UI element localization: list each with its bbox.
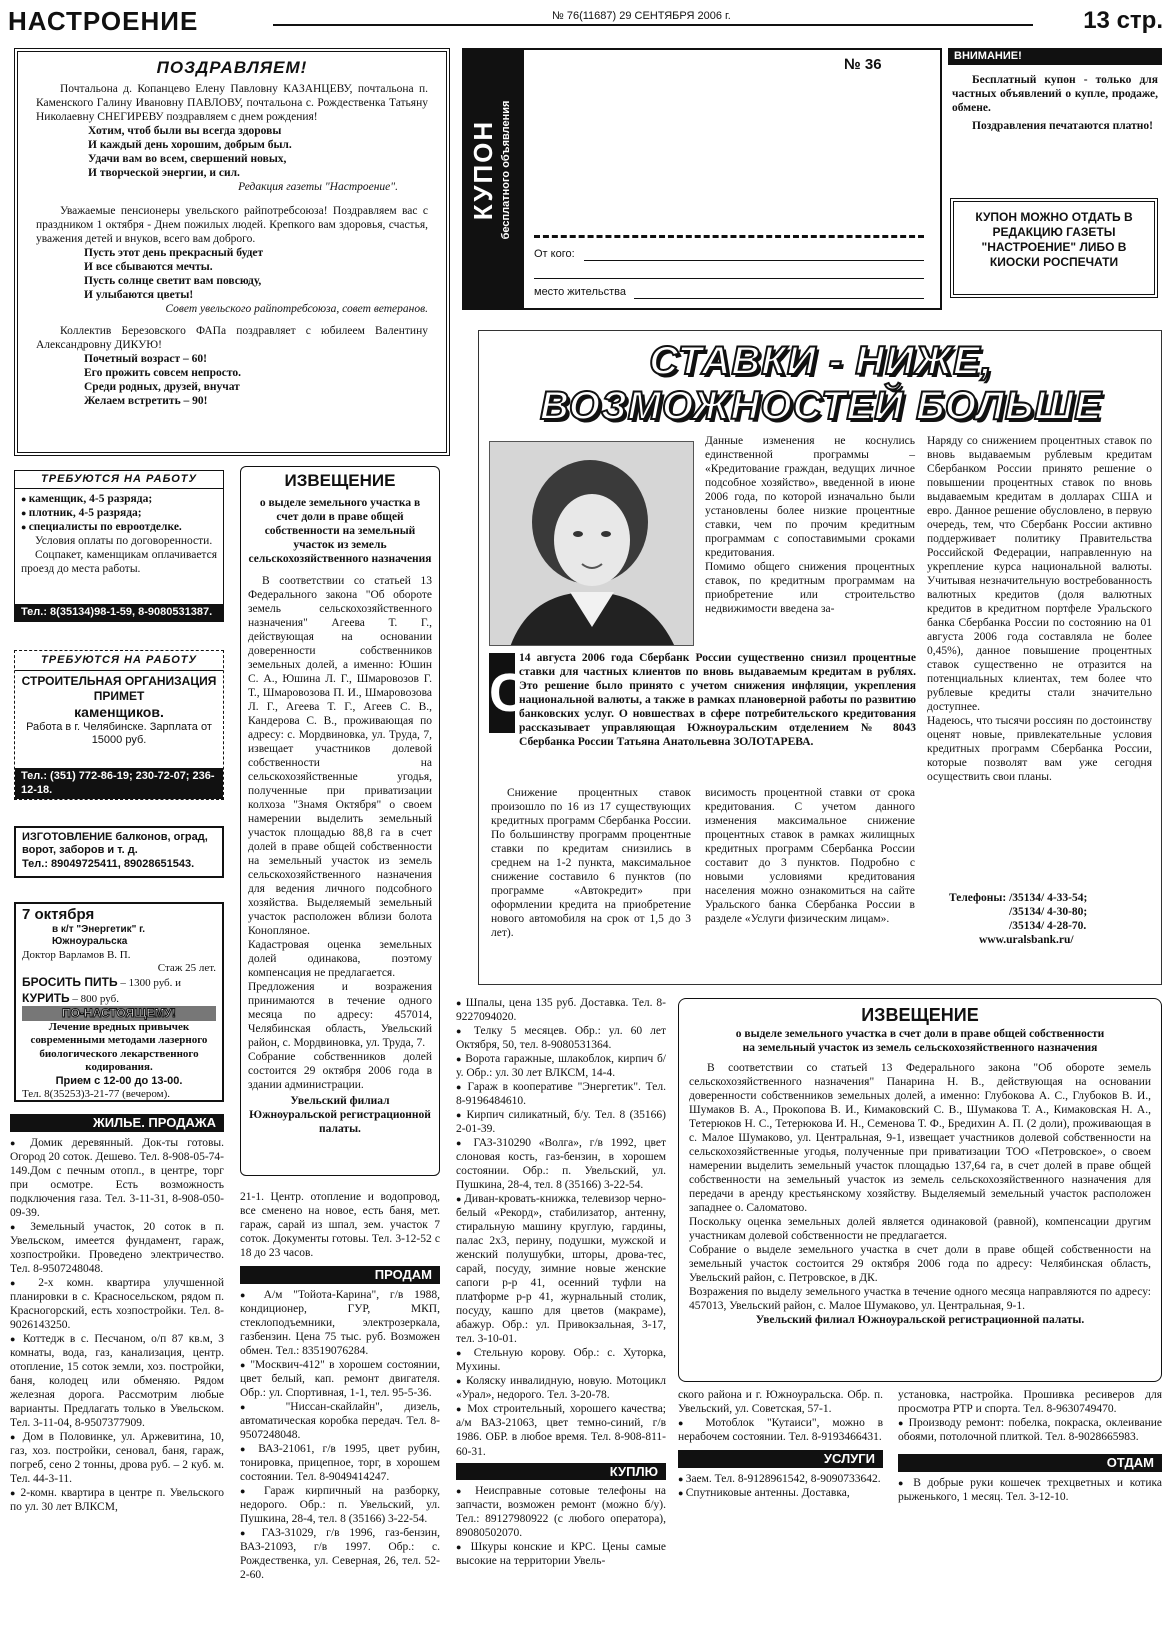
misc-sell-column — [456, 996, 666, 1636]
ad-item: ● Домик деревянный. Док-ты готовы. Огород 20 соток. Дешево. Тел. 8-908-05-74-149.Дом с печным отопл., в центре, торг при осмотре. Есть возможность подключения газа. Тел. 3-11-31, 8-908-050-09-39. — [10, 1136, 224, 1220]
ad-item: ● Дом в Половинке, ул. Аржевитина, 10, газ, хоз. постройки, сеновал, баня, гараж, погреб, сено 2 тонны, дрова руб. – 2 куб. м. Тел. 44-3-11. — [10, 1430, 224, 1486]
section-title: НАСТРОЕНИЕ — [8, 6, 199, 36]
ad-item: ● 2-комн. квартира в центре п. Увельского по ул. 30 лет ВЛКСМ, — [10, 1486, 224, 1514]
give-away-column — [898, 1388, 1162, 1636]
ad-item: ● Кирпич силикатный, б/у. Тел. 8 (35166) 2-01-39. — [456, 1108, 666, 1136]
coupon-number: № 36 — [844, 56, 882, 73]
congrats-signature: Редакция газеты "Настроение". — [238, 180, 398, 193]
ad-item: ● "Москвич-412" в хорошем состоянии, цвет белый, кап. ремонт двигателя. Обр.: ул. Спортивная, 1-1, тел. 95-5-36. — [240, 1358, 440, 1400]
land-notice-2 — [678, 998, 1162, 1382]
ad-item: ● Коляску инвалидную, новую. Мотоцикл «Урал», недорого. Тел. 3-20-78. — [456, 1374, 666, 1402]
ad-item: ● Ворота гаражные, шлакоблок, кирпич б/у. Обр.: ул. 30 лет ВЛКСМ, 14-4. — [456, 1052, 666, 1080]
sell-title: ПРОДАМ — [240, 1266, 440, 1284]
organization: СТРОИТЕЛЬНАЯ ОРГАНИЗАЦИЯ — [21, 674, 217, 689]
jobs2-text: Работа в г. Челябинске. Зарплата от 15000 руб. — [26, 720, 212, 747]
ad-item: ● ГАЗ-310290 «Волга», г/в 1992, цвет слоновая кость, газ-бензин, в хорошем состоянии. Обр.: п. Увельский, ул. Пушкина, 28-4, тел. 8 (35166) 3-22-54. — [456, 1136, 666, 1192]
notice-title: ИЗВЕЩЕНИЕ — [861, 1005, 979, 1025]
congratulations-box — [14, 48, 450, 456]
coupon-side-label — [464, 50, 524, 308]
article-lead: 14 августа 2006 года Сбербанк России существенно снизил процентные ставки для частных клиентов по вновь выдаваемым кредитам в рублях. Это решение было принято с учетом снижения инфляции, укрепления национальной валюты, а также в рамках плановерной работы по развитию банковских услуг. О новшествах в сфере потребительского кредитования рассказывает управляющая Южноуральским отделением № 8043 Сбербанка России Татьяна Анатольевна ЗОЛОТАРЕВА. — [519, 652, 916, 749]
attention-text: Поздравления печатаются платно! — [972, 120, 1153, 133]
services-column — [678, 1388, 883, 1636]
service-smoke: КУРИТЬ — [22, 990, 70, 1005]
masthead — [8, 4, 1163, 42]
ad-item: ● Производу ремонт: побелка, покраска, оклеивание обоями, потолочной плиткой. Тел. 8-9028665983. — [898, 1416, 1162, 1444]
bank-article — [478, 330, 1162, 985]
article-contacts: Телефоны: /35134/ 4-33-54; /35134/ 4-30-80; /35134/ 4-28-70. www.uralsbank.ru/ — [949, 892, 1088, 947]
ad-item: ● Диван-кровать-книжка, телевизор черно-белый «Рекорд», стабилизатор, антенну, стиральную машину круглую, гардины, палас 2х3, перину, подушки, мужской и женский полушубки, шторы, дрова-тес, сарай, посуду, зимние новые женские сапоги р-р 41, осенний туфли на платформе р-р 41, журнальный столик, посуду, кашпо для цветов (макраме), абажур. Обр.: ул. Привокзальная, 3-17, тел. 3-10-01. — [456, 1192, 666, 1346]
from-label: От кого: — [534, 248, 575, 260]
article-column-2: Данные изменения не коснулись единственной программы – «Кредитование граждан, ведущих личное подсобное хозяйство», введенной в июне 2006 года, по которой изначально были установлены более низкие процентные ставки, чем по прочим кредитным программам с сопоставимыми сроками кредитования. Помимо общего снижения процентных ставок, по кредитным программам на приобретение или строительство недвижимости введена за- — [705, 435, 915, 616]
jobs-title: ТРЕБУЮТСЯ НА РАБОТУ — [15, 471, 223, 489]
issue-info: № 76(11687) 29 СЕНТЯБРЯ 2006 г. — [546, 10, 737, 23]
coupon-form — [462, 48, 942, 310]
slogan: ПО-НАСТОЯЩЕМУ! — [22, 1006, 216, 1021]
coupon-dropoff-box: КУПОН МОЖНО ОТДАТЬ В РЕДАКЦИЮ ГАЗЕТЫ "НАСТРОЕНИЕ" ЛИБО В КИОСКИ РОСПЕЧАТИ — [950, 198, 1158, 298]
headline-line-2: ВОЗМОЖНОСТЕЙ БОЛЬШЕ — [539, 383, 1103, 428]
doctor-ad: 7 октября в к/т "Энергетик" г. Южноуральска Доктор Варламов В. П. Стаж 25 лет. БРОСИТЬ ПИТЬ – 1300 руб. и КУРИТЬ – 800 руб. ПО-НАСТОЯЩЕМУ! Лечение вредных привычек современными методами лазерного биологического лекарственного кодирования. Прием с 12-00 до 13-00. Тел. 8(35253)3-21-77 (вечером). — [14, 902, 224, 1102]
notice-title: ИЗВЕЩЕНИЕ — [284, 471, 396, 490]
notice-subtitle: о выделе земельного участка в счет доли в праве общей собственности на земельный участок из земель сельскохозяйственного назначения — [735, 1027, 1105, 1054]
attention-text: Бесплатный купон - только для частных объявлений о купле, продаже, обмене. — [952, 74, 1158, 115]
article-headline — [479, 337, 1163, 431]
sell-column — [240, 1190, 440, 1636]
ad-item: ● 2-х комн. квартира улучшенной планировки в с. Красносельском, рядом п. Красногорский, есть хозпостройки. Тел. 8-9026143250. — [10, 1276, 224, 1332]
congrats-text: Уважаемые пенсионеры увельского райпотребсоюза! Поздравляем вас с праздником 1 октября - Днем пожилых людей. Крепкого вам здоровья, счастья, уважения детей и внуков, всего вам доброго. — [36, 204, 428, 245]
doctor-phone: Тел. 8(35253)3-21-77 (вечером). — [22, 1087, 171, 1100]
congrats-poem: Хотим, чтоб были вы всегда здоровы И каждый день хорошим, добрым был. Удачи вам во всем, свершений новых, И творческой энергии, и сил. — [88, 124, 292, 179]
event-date: 7 октября — [22, 906, 95, 923]
balcony-ad — [14, 826, 224, 878]
congrats-poem: Почетный возраст – 60! Его прожить совсем непросто. Среди родных, друзей, внучат Желаем встретить – 90! — [84, 353, 241, 408]
balcony-phone: Тел.: 89049725411, 89028651543. — [22, 857, 195, 870]
ad-item: ● ВАЗ-21061, г/в 1995, цвет рубин, тонировка, прицепное, торг, в хорошем состоянии. Тел. 8-9049414247. — [240, 1442, 440, 1484]
service-drink: БРОСИТЬ ПИТЬ — [22, 975, 118, 990]
jobs-text: Соцпакет, каменщикам оплачивается проезд до места работы. — [21, 549, 217, 576]
doctor-experience: Стаж 25 лет. — [157, 962, 216, 975]
ad-item: ● Шкуры конские и КРС. Цены самые высокие на территории Увель- — [456, 1540, 666, 1568]
housing-title: ЖИЛЬЕ. ПРОДАЖА — [10, 1114, 224, 1132]
ad-item: ● Гараж кирпичный на разборку, недорого. Обр.: п. Увельский, ул. Пушкина, 28-4, тел. 8 (35166) 3-22-54. — [240, 1484, 440, 1526]
address-label: место жительства — [534, 286, 626, 298]
services-title: УСЛУГИ — [678, 1450, 883, 1468]
manager-photo — [489, 441, 694, 646]
attention-box — [948, 48, 1162, 310]
ad-item: ● "Ниссан-скайлайн", дизель, автоматическая коробка передач. Тел. 8-9507248048. — [240, 1400, 440, 1442]
jobs-ad — [14, 470, 224, 622]
jobs-phone: Тел.: 8(35134)98-1-59, 8-9080531387. — [15, 604, 223, 621]
land-notice-1 — [240, 466, 440, 1176]
event-place: в к/т "Энергетик" г. Южноуральска — [52, 924, 146, 948]
congrats-poem: Пусть этот день прекрасный будет И все сбываются мечты. Пусть солнце светит вам повсюду, И улыбаются цветы! — [84, 246, 264, 301]
ad-item: ● Коттедж в с. Песчаном, о/п 87 кв.м, 3 комнаты, вода, газ, канализация, центр. отопление, 15 соток земли, хоз. постройки, баня, колодец или обменяю. Рядом железная дорога. Рассмотрим любые варианты. Предлагать только в Увельском. Тел. 3-11-04, 8-9507377909. — [10, 1332, 224, 1430]
coupon-title: КУПОН — [468, 119, 498, 221]
ad-item: ● Мох строительный, хорошего качества; а/м ВАЗ-21063, цвет темно-синий, г/в 1986. ОБР. в любое время. Тел. 8-908-811-60-31. — [456, 1402, 666, 1458]
hire-label: ПРИМЕТ — [93, 689, 145, 704]
ad-item: ● В добрые руки кошечек трехцветных и котика рыженького, 1 месяц. Тел. 3-12-10. — [898, 1476, 1162, 1504]
ad-continuation: установка, настройка. Прошивка ресиверов для просмотра РТР и спорта. Тел. 8-9630749470. — [898, 1389, 1162, 1416]
housing-sale-column — [10, 1114, 224, 1636]
congrats-text: Почтальона д. Копанцево Елену Павловну КАЗАНЦЕВУ, почтальона п. Каменского Галину Ивановну ПАВЛОВУ, почтальона с. Рождественка Татьяну Николаевну СНЕГИРЕВУ поздравляем с днем рождения! — [36, 82, 428, 123]
headline-line-1: СТАВКИ - НИЖЕ, — [649, 339, 993, 383]
attention-title: ВНИМАНИЕ! — [948, 48, 1162, 65]
drop-cap: С — [489, 653, 515, 733]
notice-body: В соответствии со статьей 13 Федерального закона "Об обороте земель сельскохозяйственного назначения" Агеева Т. Г., действующая на основании доверенности собственников земельных долей, а именно: Юшин С. А., Юшина Л. Г., Шмаровозов Г. Т., Шмаровозова П. И., Шмаровозова Л. Г., Агеева Т. Г., Агеев С. В., Кандерова С. В., проживающая по адресу: с. Мордвиновка, ул. Труда, 7, извещает участников долевой собственности на сельскохозяйственные угодья, полученные при приватизации колхоза "Знамя Октября" о своем намерении выделить земельный участок площадью 88,8 га в счет долей в праве общей собственности на земельный участок из земель сельскохозяйственного назначения для ведения личного подсобного хозяйства. Выделяемый земельный участок расположен вблизи болота Конопляное. Кадастровая оценка земельных долей одинакова, поэтому компенсация не предлагается. Предложения и возражения принимаются в течение одного месяца по адресу: 457014, Челябинская область, Увельский район, с. Мордвиновка, ул. Труда, 7. Собрание собственников долей состоится 29 октября 2006 года в здании администрации. — [248, 574, 432, 1092]
jobs-text: Условия оплаты по договоренности. — [35, 535, 213, 548]
job-item: ● каменщик, 4-5 разряда; — [21, 492, 217, 506]
from-field[interactable] — [584, 260, 924, 261]
page-number: 13 стр. — [1083, 7, 1163, 34]
give-title: ОТДАМ — [898, 1454, 1162, 1472]
job-item: ● специалисты по евроотделке. — [21, 520, 217, 534]
ad-item: ● Спутниковые антенны. Доставка, — [678, 1486, 883, 1500]
ad-item: ● Стельную корову. Обр.: с. Хуторка, Мухины. — [456, 1346, 666, 1374]
ad-item: ● Мотоблок "Кутаиси", можно в нерабочем состоянии. Тел. 8-9193466431. — [678, 1416, 883, 1444]
ad-item: ● Заем. Тел. 8-9128961542, 8-9090733642. — [678, 1472, 883, 1486]
article-column-2b: висимость процентной ставки от срока кредитования. С учетом данного изменения максимальное снижение процентных ставок в рамках жилищных кредитных программ Сбербанка России составит до 3 пунктов. Подробно с новыми условиями кредитования населения можно ознакомиться на сайте Уральского банка Сбербанка России в разделе «Услуги физическим лицам». — [705, 787, 915, 926]
article-column-3: Наряду со снижением процентных ставок по вновь выдаваемым рублевым кредитам Сбербанком России принято решение о повышении процентных ставок по вновь выдаваемым кредитам в долларах США и евро. Данное решение обусловлено, в первую очередь, тем, что Сбербанк России активно поддерживает политику Правительства Российской Федерации, направленную на укрепление курса национальной валюты. Учитывая незначительную востребованность валютных кредитов (доля валютных кредитов в кредитном портфеле Уральского банка Сбербанка России по состоянию на 01 августа 2006 года составляла не более 0,45%), данное повышение процентных ставок существенно не отразится на потенциальных клиентах, тем более что рублевые кредиты стали значительно доступнее. Надеюсь, что тысячи россиян по достоинству оценят новые, привлекательные условия кредитных программ Сбербанка России, которые позволят вам уже сегодня осуществить свои планы. — [927, 435, 1152, 784]
ad-item: ● А/м "Тойота-Карина", г/в 1988, кондиционер, ГУР, МКП, стеклоподъемники, электрозеркала, газбензин. Цена 75 тыс. руб. Возможен обмен. Тел.: 83519076284. — [240, 1288, 440, 1358]
congrats-text: Коллектив Березовского ФАПа поздравляет с юбилеем Валентину Александровну ДИКУЮ! — [36, 324, 428, 351]
construction-jobs-ad — [14, 650, 224, 800]
notice-subtitle: о выделе земельного участка в счет доли в праве общей собственности на земельный участок из земель сельскохозяйственного назначения — [248, 496, 432, 565]
ad-item: ● Шпалы, цена 135 руб. Доставка. Тел. 8-9227094020. — [456, 996, 666, 1024]
jobs2-phone: Тел.: (351) 772-86-19; 230-72-07; 236-12-18. — [15, 768, 223, 799]
ad-item: ● Земельный участок, 20 соток в п. Увельском, имеется фундамент, гараж, хозпостройки. Проведено электричество. Тел. 8-9507248048. — [10, 1220, 224, 1276]
doctor-text: Лечение вредных привычек современными методами лазерного биологического лекарственного кодирования. — [30, 1020, 208, 1074]
notice-body: В соответствии со статьей 13 Федерального закона "Об обороте земель сельскохозяйственного назначения" Панарина Н. В., действующая на основании доверенности собственников земельных долей, а именно: Глубокова А. С., Глубоков В. И., Шумаков В. А., Прокопова В. И., Кимаковский С. В., Шумакова Т. А., Кимаковская Н. А., Тетерюков Н. С., Тетерюкова И. Н., Семенова Т. Ф., Бредихин А. П. (2 доли), проживающая в с. Малое Шумаково, ул. Центральная, 9-1, извещает участников долевой собственности на сельскохозяйственные угодья, полученные при приватизации ТОО «Петровское», о своем намерении выделить земельный участок площадью 137,64 га, в счет долей в праве общей собственности на земельный участок из земель сельскохозяйственного назначения для передачи в аренду крестьянскому хозяйству. Выделяемый земельный участок расположен западнее о. Саломатово. Поскольку оценка земельных долей является одинаковой (равной), компенсации другим участникам долевой собственности не предлагается. Собрание о выделе земельного участка в счет доли в праве общей собственности на земельный участок состоится 29 октября 2006 года по адресу: Челябинская область, Увельский район, с. Петровское, в ДК. Возражения по выделу земельного участка в течение одного месяца направляются по адресу: 457013, Увельский район, с. Малое Шумаково, ул. Центральная, 9-1. — [689, 1061, 1151, 1313]
notice-signature: Увельский филиал Южноуральской регистрационной палаты. — [755, 1314, 1085, 1327]
balcony-text: ИЗГОТОВЛЕНИЕ балконов, оград, ворот, заборов и т. д. — [22, 831, 208, 857]
article-column-1b: Снижение процентных ставок произошло по 16 из 17 существующих кредитных программ Сбербанка России. По большинству программ процентные ставки по кредитам снизились в среднем на 1-2 пункта, максимальное снижение составило 6 пунктов (по программе «Автокредит» при оформлении кредита на приобретение нового автомобиля на срок от 1,5 до 3 лет). — [491, 787, 691, 940]
notice-signature: Увельский филиал Южноуральской регистрационной палаты. — [249, 1095, 431, 1136]
hours: Прием с 12-00 до 13-00. — [55, 1074, 183, 1087]
coupon-subtitle: бесплатного объявления — [499, 100, 512, 240]
job-item: ● плотник, 4-5 разряда; — [21, 506, 217, 520]
congrats-title: ПОЗДРАВЛЯЕМ! — [156, 58, 308, 77]
ad-continuation: ского района и г. Южноуральска. Обр. п. Увельский, ул. Советская, 57-1. — [678, 1389, 883, 1416]
ad-continuation: 21-1. Центр. отопление и водопровод, все сменено на новое, есть баня, мет. гараж, сарай из шпал, зем. участок 7 соток. Документы готовы. Тел. 3-12-52 с 18 до 23 часов. — [240, 1191, 440, 1260]
hire-who: каменщиков. — [74, 703, 164, 720]
doctor-name: Доктор Варламов В. П. — [22, 948, 131, 961]
address-field[interactable] — [634, 298, 924, 299]
congrats-signature: Совет увельского райпотребсоюза, совет ветеранов. — [165, 302, 428, 315]
ad-item: ● ГАЗ-31029, г/в 1996, газ-бензин, ВАЗ-21093, г/в 1997. Обр.: с. Рождественка, ул. Северная, 26, тел. 52-2-60. — [240, 1526, 440, 1582]
ad-item: ● Неисправные сотовые телефоны на запчасти, возможен ремонт (можно б/у). Тел.: 89127980922 (с любого оператора), 89080502070. — [456, 1484, 666, 1540]
jobs2-title: ТРЕБУЮТСЯ НА РАБОТУ — [15, 651, 223, 671]
buy-title: КУПЛЮ — [456, 1463, 666, 1481]
ad-item: ● Телку 5 месяцев. Обр.: ул. 60 лет Октября, 50, тел. 8-9080531364. — [456, 1024, 666, 1052]
ad-item: ● Гараж в кооперативе "Энергетик". Тел. 8-9196484610. — [456, 1080, 666, 1108]
